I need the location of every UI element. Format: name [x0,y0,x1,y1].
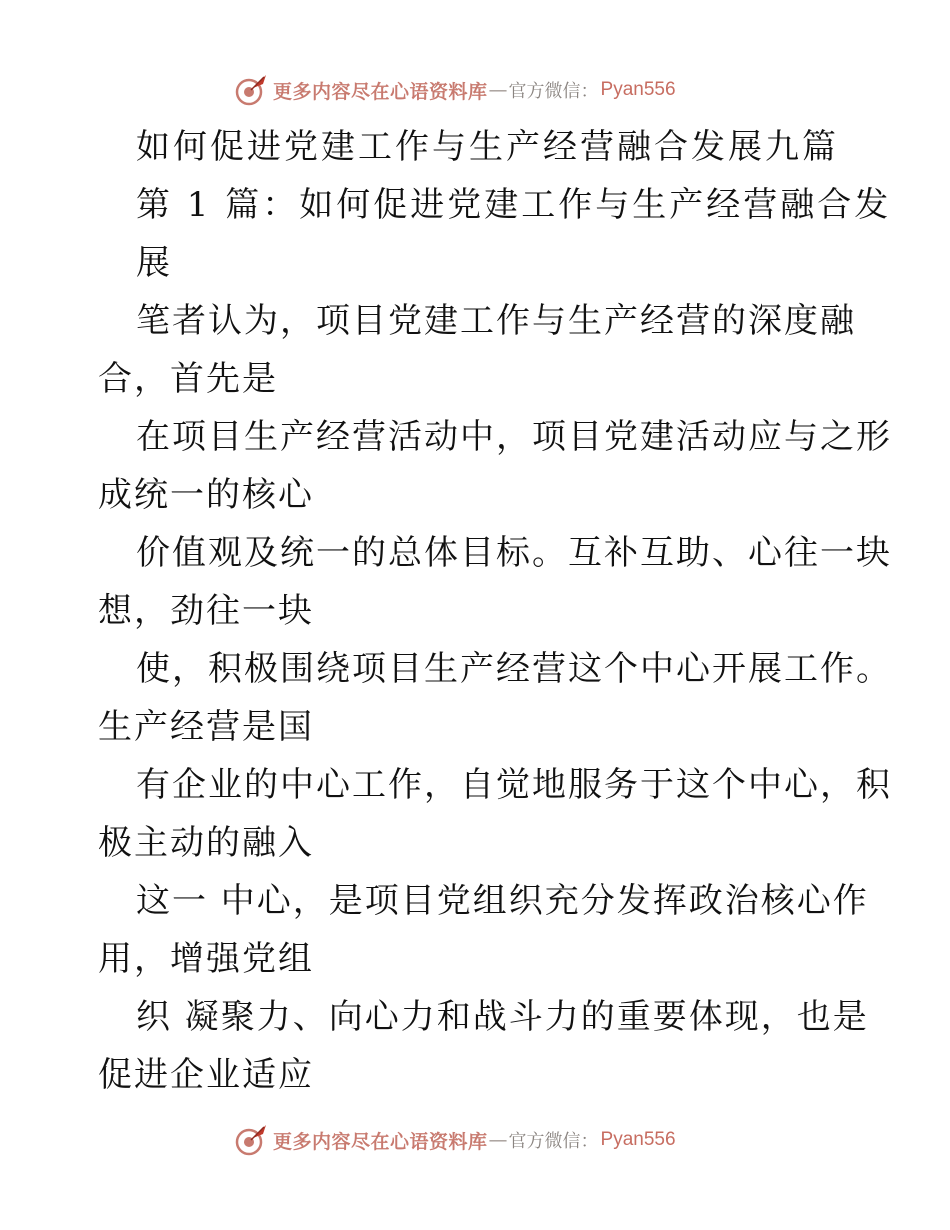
paragraph-line: 合，首先是 [98,359,278,399]
watermark-dash: — [488,1129,508,1151]
watermark-dash: — [488,79,508,101]
paragraph-line: 想，劲往一块 [98,591,314,631]
watermark-site-name: 更多内容尽在心语资料库 [273,1130,488,1153]
paragraph-line: 生产经营是国 [98,707,314,747]
watermark-site-name: 更多内容尽在心语资料库 [273,80,488,103]
paragraph-line: 成统一的核心 [98,475,314,515]
watermark-wechat-label: 官方微信： [508,1131,599,1152]
paragraph-line: 极主动的融入 [98,823,314,863]
paragraph-line: 织 凝聚力、向心力和战斗力的重要体现，也是 [136,997,869,1037]
watermark-wechat-id: Pyan556 [600,1129,676,1150]
document-body [98,118,892,1104]
paragraph-line: 笔者认为，项目党建工作与生产经营的深度融 [136,301,856,341]
header-watermark [233,70,676,110]
footer-watermark [233,1120,676,1160]
paragraph-line: 使，积极围绕项目生产经营这个中心开展工作。 [136,649,892,689]
watermark-wechat-label: 官方微信： [508,81,599,102]
watermark-wechat-id: Pyan556 [600,79,676,100]
paragraph-line: 在项目生产经营活动中，项目党建活动应与之形 [136,417,892,457]
document-title: 如何促进党建工作与生产经营融合发展九篇 [136,127,839,167]
chapter-heading-cont: 展 [136,243,173,283]
paragraph-line: 用，增强党组 [98,939,314,979]
paragraph-line: 促进企业适应 [98,1055,314,1095]
quill-logo-icon [233,72,269,108]
paragraph-line: 有企业的中心工作，自觉地服务于这个中心，积 [136,765,892,805]
quill-logo-icon [233,1122,269,1158]
chapter-heading: 第 1 篇：如何促进党建工作与生产经营融合发 [136,185,892,225]
paragraph-line: 这一 中心，是项目党组织充分发挥政治核心作 [136,881,869,921]
paragraph-line: 价值观及统一的总体目标。互补互助、心往一块 [136,533,892,573]
